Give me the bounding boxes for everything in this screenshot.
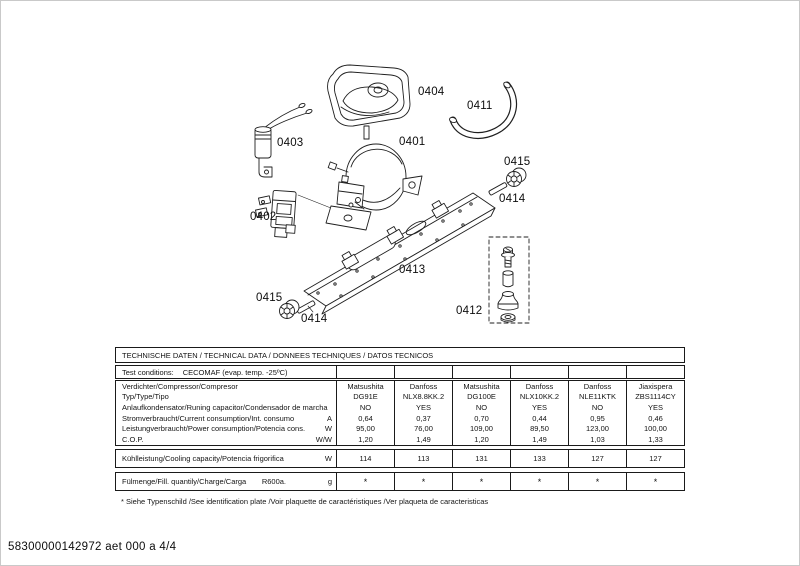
part-label-0411: 0411: [467, 100, 493, 112]
table-cell: NO: [452, 402, 510, 413]
row-unit: W: [324, 454, 332, 463]
row-label: Typ/Type/Tipo: [122, 392, 169, 402]
empty-cell: [452, 366, 510, 378]
table-cell: *: [394, 473, 452, 490]
row-unit: [308, 402, 336, 413]
table-title-box: [115, 347, 685, 363]
row-label: C.O.P.: [122, 435, 144, 445]
row-unit: W: [324, 424, 332, 434]
table-cell: 0,64: [336, 413, 394, 424]
table-cell: YES: [510, 402, 568, 413]
table-cell: NLX8.8KK.2: [394, 392, 452, 403]
table-cell: DG91E: [336, 392, 394, 403]
refrigerant-charge-row: [115, 472, 685, 491]
table-cell: NO: [336, 402, 394, 413]
part-label-0413: 0413: [399, 264, 426, 276]
document-number: 58300000142972 aet 000 a 4/4: [8, 541, 177, 553]
part-label-0412: 0412: [456, 305, 483, 317]
empty-cell: [394, 366, 452, 378]
table-cell: 100,00: [626, 424, 684, 435]
row-label: [116, 473, 308, 490]
test-conditions-value: CECOMAF (evap. temp. -25ºC): [182, 367, 288, 377]
table-cell: *: [626, 473, 684, 490]
table-cell: 0,37: [394, 413, 452, 424]
grommet-0415-bottom-drawing: [280, 300, 300, 319]
row-label: Anlaufkondensator/Runing capacitor/Condensador de marcha: [122, 403, 328, 413]
row-unit: A: [326, 413, 332, 423]
table-cell: 76,00: [394, 424, 452, 435]
table-cell: Danfoss: [568, 381, 626, 392]
table-cell: 0,95: [568, 413, 626, 424]
table-cell: ZBS1114CY: [626, 392, 684, 403]
table-cell: YES: [626, 402, 684, 413]
main-data-table: [115, 380, 685, 446]
test-conditions-label: Test conditions:: [122, 367, 174, 377]
test-conditions-box: [115, 365, 685, 379]
compressor-0401-drawing: [326, 144, 422, 230]
row-unit: g: [327, 477, 332, 486]
empty-cell: [568, 366, 626, 378]
part-label-0404: 0404: [418, 86, 445, 98]
row-label: Leistungverbraucht/Power consumption/Potencia cons.: [122, 424, 306, 434]
table-cell: Matsushita: [452, 381, 510, 392]
row-label: Kühlleistung/Cooling capacity/Potencia frigorifica: [122, 454, 284, 463]
row-unit: [308, 392, 336, 403]
part-label-0415-top: 0415: [504, 156, 531, 168]
table-cell: *: [452, 473, 510, 490]
empty-cell: [336, 366, 394, 378]
part-label-0403: 0403: [277, 137, 304, 149]
charge-label: Fülmenge/Fill. quantily/Charge/Carga: [122, 477, 247, 486]
table-cell: NLX10KK.2: [510, 392, 568, 403]
fixing-kit-0412-drawing: [489, 237, 529, 323]
test-conditions: [116, 366, 336, 378]
table-cell: 123,00: [568, 424, 626, 435]
table-cell: NLE11KTK: [568, 392, 626, 403]
row-label: Stromverbraucht/Current consumption/Int. consumo: [122, 413, 295, 423]
table-cell: *: [336, 473, 394, 490]
table-cell: 1,33: [626, 434, 684, 445]
empty-cell: [510, 366, 568, 378]
table-cell: YES: [394, 402, 452, 413]
row-label: Verdichter/Compressor/Compresor: [122, 381, 238, 391]
table-cell: DG100E: [452, 392, 510, 403]
table-cell: 0,70: [452, 413, 510, 424]
table-cell: 89,50: [510, 424, 568, 435]
table-cell: 0,46: [626, 413, 684, 424]
drip-tray-0404-drawing: [328, 65, 410, 139]
table-cell: Jiaxispera: [626, 381, 684, 392]
row-unit: W/W: [315, 435, 332, 445]
table-cell: 109,00: [452, 424, 510, 435]
table-cell: Danfoss: [510, 381, 568, 392]
table-cell: 1,20: [336, 434, 394, 445]
table-cell: 1,49: [394, 434, 452, 445]
table-cell: Matsushita: [336, 381, 394, 392]
table-footnote: * Siehe Typenschild /See identification plate /Voir plaquette de caractéristiques /Ver plaqueta de caracteristicas: [121, 497, 489, 506]
grommet-0415-top-drawing: [507, 168, 527, 187]
table-cell: 114: [336, 450, 394, 467]
table-title: TECHNISCHE DATEN / TECHNICAL DATA / DONNEES TECHNIQUES / DATOS TECNICOS: [122, 350, 434, 360]
table-cell: 0,44: [510, 413, 568, 424]
table-cell: 127: [626, 450, 684, 467]
part-label-0401: 0401: [399, 136, 426, 148]
table-cell: *: [510, 473, 568, 490]
table-cell: 131: [452, 450, 510, 467]
table-cell: 1,03: [568, 434, 626, 445]
table-cell: 1,49: [510, 434, 568, 445]
table-cell: 113: [394, 450, 452, 467]
table-cell: *: [568, 473, 626, 490]
table-cell: NO: [568, 402, 626, 413]
empty-cell: [626, 366, 684, 378]
table-cell: 127: [568, 450, 626, 467]
part-label-0402: 0402: [250, 211, 277, 223]
table-cell: 133: [510, 450, 568, 467]
table-cell: 95,00: [336, 424, 394, 435]
table-cell: 1,20: [452, 434, 510, 445]
refrigerant-type: R600a.: [261, 477, 286, 486]
table-cell: Danfoss: [394, 381, 452, 392]
row-unit: [308, 381, 336, 392]
part-label-0414-bottom: 0414: [301, 313, 328, 325]
part-label-0415-bottom: 0415: [256, 292, 283, 304]
part-label-0414-top: 0414: [499, 193, 526, 205]
cooling-capacity-row: [115, 449, 685, 468]
